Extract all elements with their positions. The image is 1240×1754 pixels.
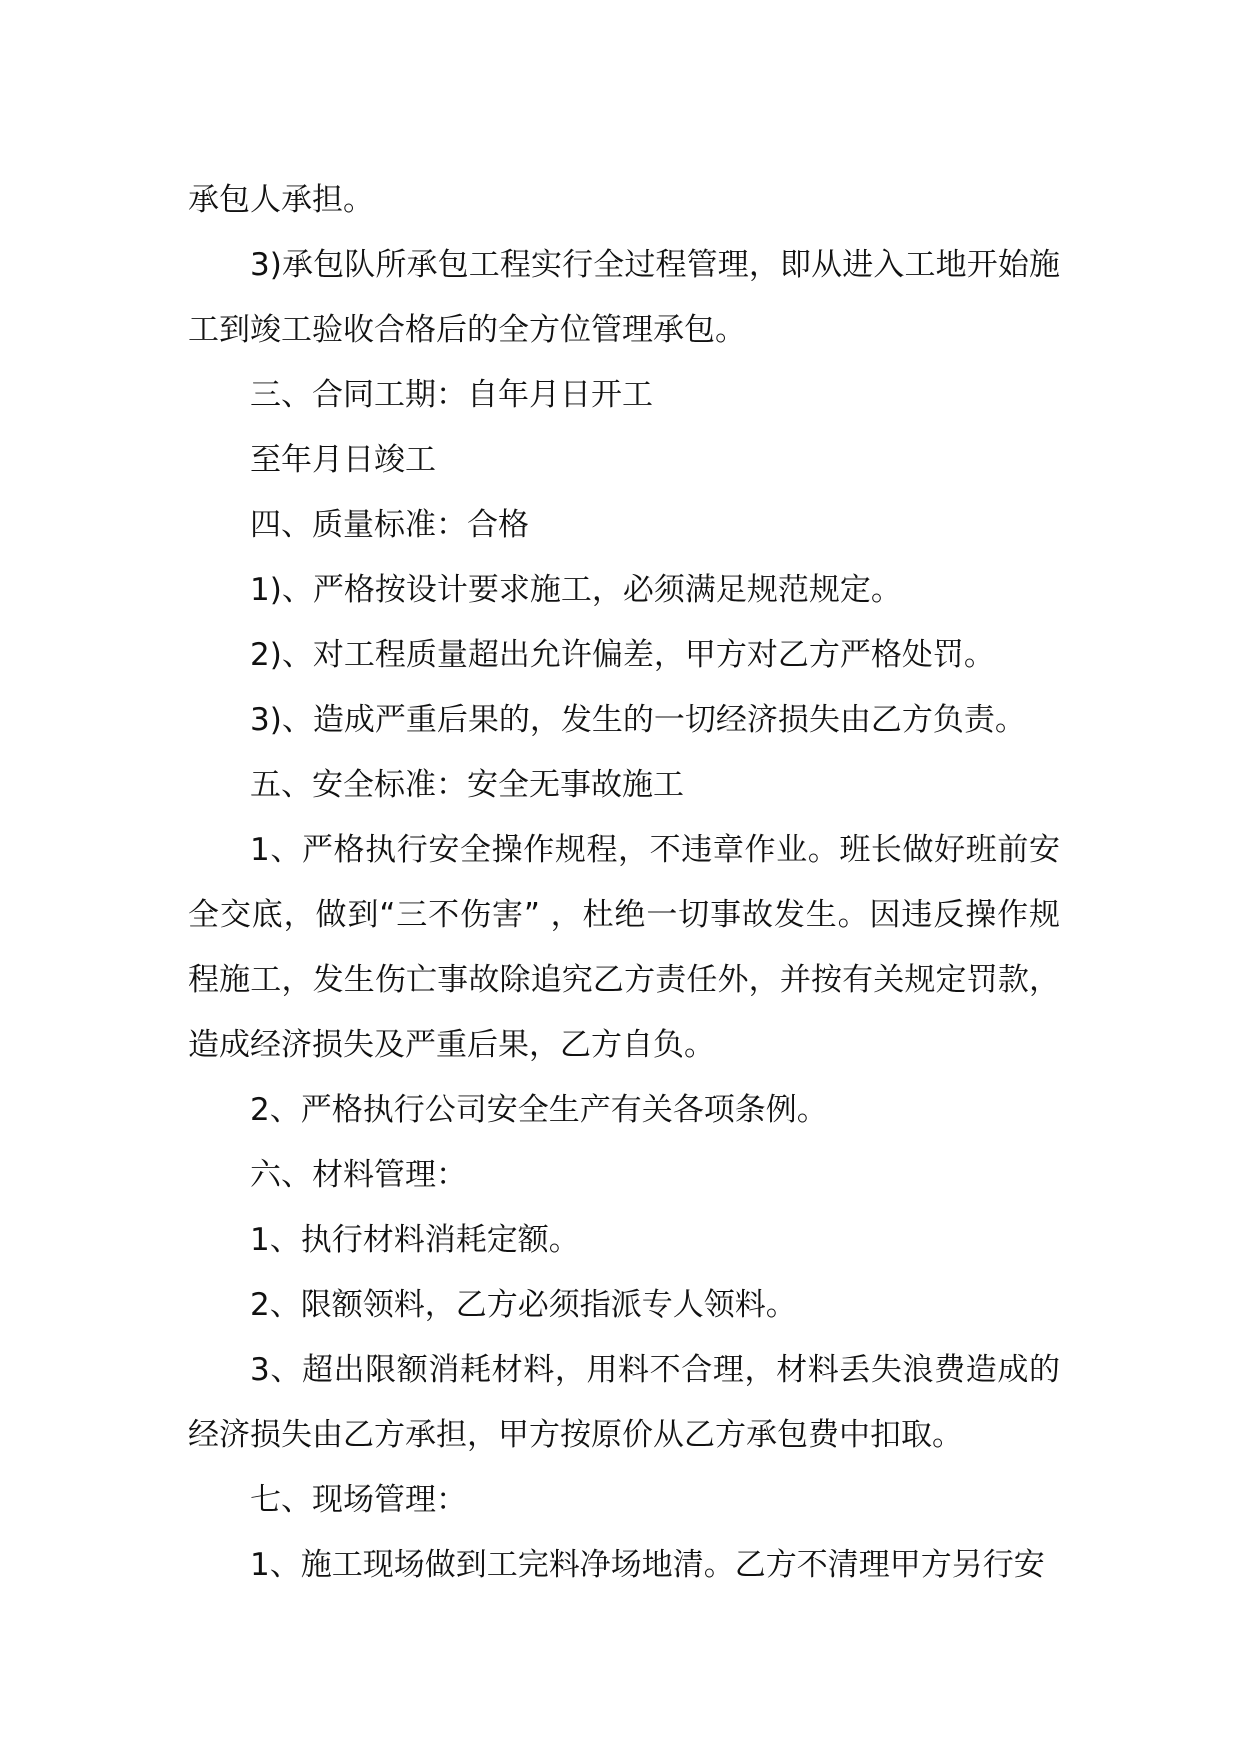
paragraph: 3)承包队所承包工程实行全过程管理，即从进入工地开始施工到竣工验收合格后的全方位管理承包。 — [188, 247, 1060, 348]
list-item: 2、严格执行公司安全生产有关各项条例。 — [250, 1092, 828, 1128]
list-item: 3)、造成严重后果的，发生的一切经济损失由乙方负责。 — [250, 702, 1026, 738]
list-item: 2、限额领料，乙方必须指派专人领料。 — [250, 1287, 797, 1323]
list-item: 1、执行材料消耗定额。 — [250, 1222, 580, 1258]
section-heading-safety-standard: 五、安全标准：安全无事故施工 — [250, 767, 684, 803]
section-heading-quality-standard: 四、质量标准：合格 — [250, 507, 529, 543]
paragraph: 至年月日竣工 — [250, 442, 436, 478]
list-item: 1、施工现场做到工完料净场地清。乙方不清理甲方另行安 — [250, 1547, 1045, 1583]
list-item: 3、超出限额消耗材料，用料不合理，材料丢失浪费造成的经济损失由乙方承担，甲方按原价从乙方承包费中扣取。 — [188, 1352, 1060, 1453]
list-item: 1、严格执行安全操作规程，不违章作业。班长做好班前安全交底，做到“三不伤害” ，杜绝一切事故发生。因违反操作规程施工，发生伤亡事故除追究乙方责任外，并按有关规定罚款，造成经济损失及严重后果，乙方自负。 — [188, 832, 1060, 1063]
section-heading-site-management: 七、现场管理： — [250, 1482, 467, 1518]
document-body — [188, 168, 1060, 1598]
list-item: 1)、严格按设计要求施工，必须满足规范规定。 — [250, 572, 902, 608]
paragraph: 承包人承担。 — [188, 182, 374, 218]
list-item: 2)、对工程质量超出允许偏差，甲方对乙方严格处罚。 — [250, 637, 995, 673]
section-heading-material-management: 六、材料管理： — [250, 1157, 467, 1193]
section-heading-contract-period: 三、合同工期：自年月日开工 — [250, 377, 653, 413]
